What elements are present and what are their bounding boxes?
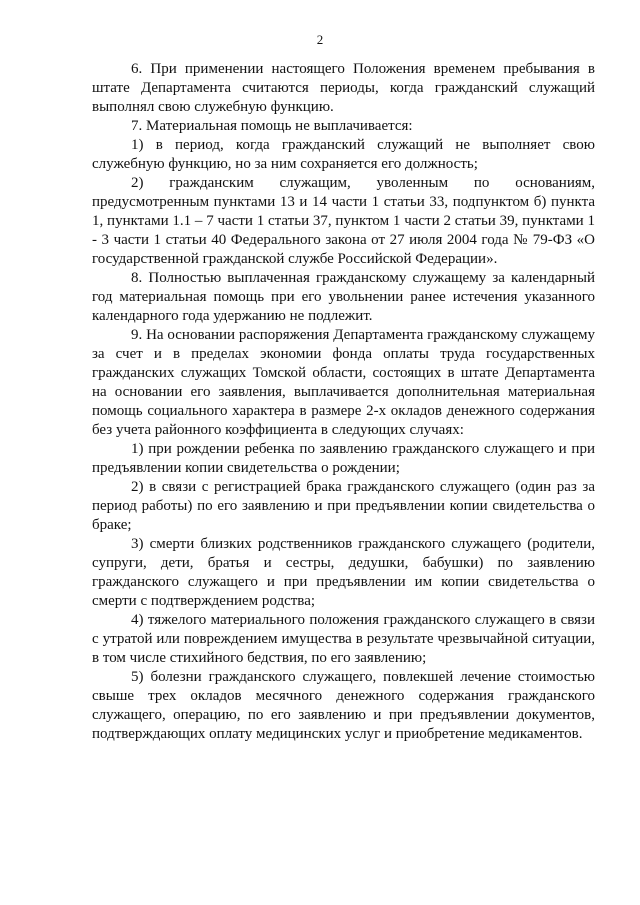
document-body bbox=[92, 60, 595, 744]
paragraph-9: 9. На основании распоряжения Департамента гражданскому служащему за счет и в пределах экономии фонда оплаты труда государственных гражданских служащих Томской области, состоящих в штате Департамента на основании его заявления, выплачивается дополнительная материальная помощь социального характера в размере 2-х окладов денежного содержания без учета районного коэффициента в следующих случаях: bbox=[92, 327, 595, 438]
page-number: 2 bbox=[316, 32, 324, 47]
paragraph-7-item-2: 2) гражданским служащим, уволенным по основаниям, предусмотренным пунктами 13 и 14 части 1 статьи 33, подпунктом б) пункта 1, пунктами 1.1 – 7 части 1 статьи 37, пунктом 1 части 2 статьи 39, пунктами 1 - 3 части 1 статьи 40 Федерального закона от 27 июля 2004 года № 79-ФЗ «О государственной гражданской службе Российской Федерации». bbox=[92, 175, 595, 267]
paragraph-9-item-1: 1) при рождении ребенка по заявлению гражданского служащего и при предъявлении копии свидетельства о рождении; bbox=[92, 441, 595, 476]
paragraph-9-item-2: 2) в связи с регистрацией брака гражданского служащего (один раз за период работы) по его заявлению и при предъявлении копии свидетельства о браке; bbox=[92, 479, 595, 533]
paragraph-9-item-5: 5) болезни гражданского служащего, повлекшей лечение стоимостью свыше трех окладов месячного денежного содержания гражданского служащего, операцию, по его заявлению и при предъявлении документов, подтверждающих оплату медицинских услуг и приобретение медикаментов. bbox=[92, 669, 595, 742]
paragraph-6: 6. При применении настоящего Положения временем пребывания в штате Департамента считаются периоды, когда гражданский служащий выполнял свою служебную функцию. bbox=[92, 61, 595, 115]
paragraph-8: 8. Полностью выплаченная гражданскому служащему за календарный год материальная помощь при его увольнении ранее истечения указанного календарного года удержанию не подлежит. bbox=[92, 270, 595, 324]
paragraph-9-item-4: 4) тяжелого материального положения гражданского служащего в связи с утратой или повреждением имущества в результате чрезвычайной ситуации, в том числе стихийного бедствия, по его заявлению; bbox=[92, 612, 595, 666]
paragraph-7-item-1: 1) в период, когда гражданский служащий не выполняет свою служебную функцию, но за ним сохраняется его должность; bbox=[92, 137, 595, 172]
paragraph-7: 7. Материальная помощь не выплачивается: bbox=[131, 118, 413, 134]
paragraph-9-item-3: 3) смерти близких родственников гражданского служащего (родители, супруги, дети, братья и сестры, дедушки, бабушки) по заявлению гражданского служащего и при предъявлении им копии свидетельства о смерти с подтверждением родства; bbox=[92, 536, 595, 609]
